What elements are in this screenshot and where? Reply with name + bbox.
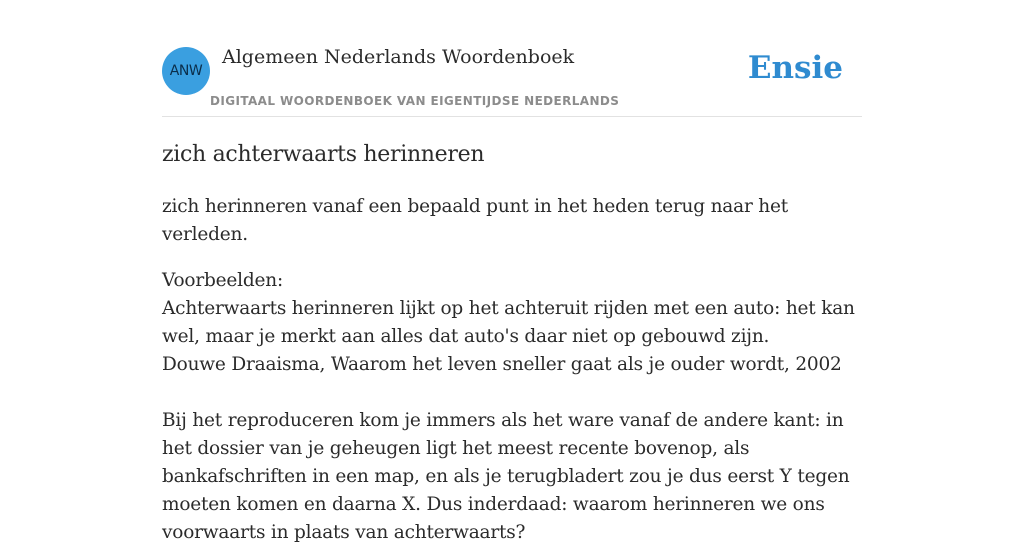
anw-logo[interactable]: ANW	[162, 47, 210, 95]
entry-content	[162, 116, 862, 547]
examples-label: Voorbeelden:	[162, 270, 283, 291]
example-quote: Bij het reproduceren kom je immers als het ware vanaf de andere kant: in het dossier van je geheugen ligt het meest recente bovenop, als bankafschriften in een map, en als je terugbladert zou je dus eerst Y tegen moeten komen en daarna X. Dus inderdaad: waarom herinneren we ons voorwaarts in plaats van achterwaarts?	[162, 410, 850, 543]
example-spacer	[162, 379, 862, 407]
site-title[interactable]: Algemeen Nederlands Woordenboek	[222, 46, 575, 68]
example-quote: Achterwaarts herinneren lijkt op het achteruit rijden met een auto: het kan wel, maar je merkt aan alles dat auto's daar niet op gebouwd zijn.	[162, 298, 855, 347]
entry-title: zich achterwaarts herinneren	[162, 142, 485, 167]
ensie-logo-link[interactable]: Ensie	[747, 50, 843, 86]
examples-section	[162, 267, 862, 547]
entry-definition: zich herinneren vanaf een bepaald punt in het heden terug naar het verleden.	[162, 196, 788, 245]
site-subtitle: DIGITAAL WOORDENBOEK VAN EIGENTIJDSE NEDERLANDS	[210, 94, 620, 108]
site-header	[162, 0, 862, 117]
example-source: Douwe Draaisma, Waarom het leven sneller gaat als je ouder wordt, 2002	[162, 354, 842, 375]
